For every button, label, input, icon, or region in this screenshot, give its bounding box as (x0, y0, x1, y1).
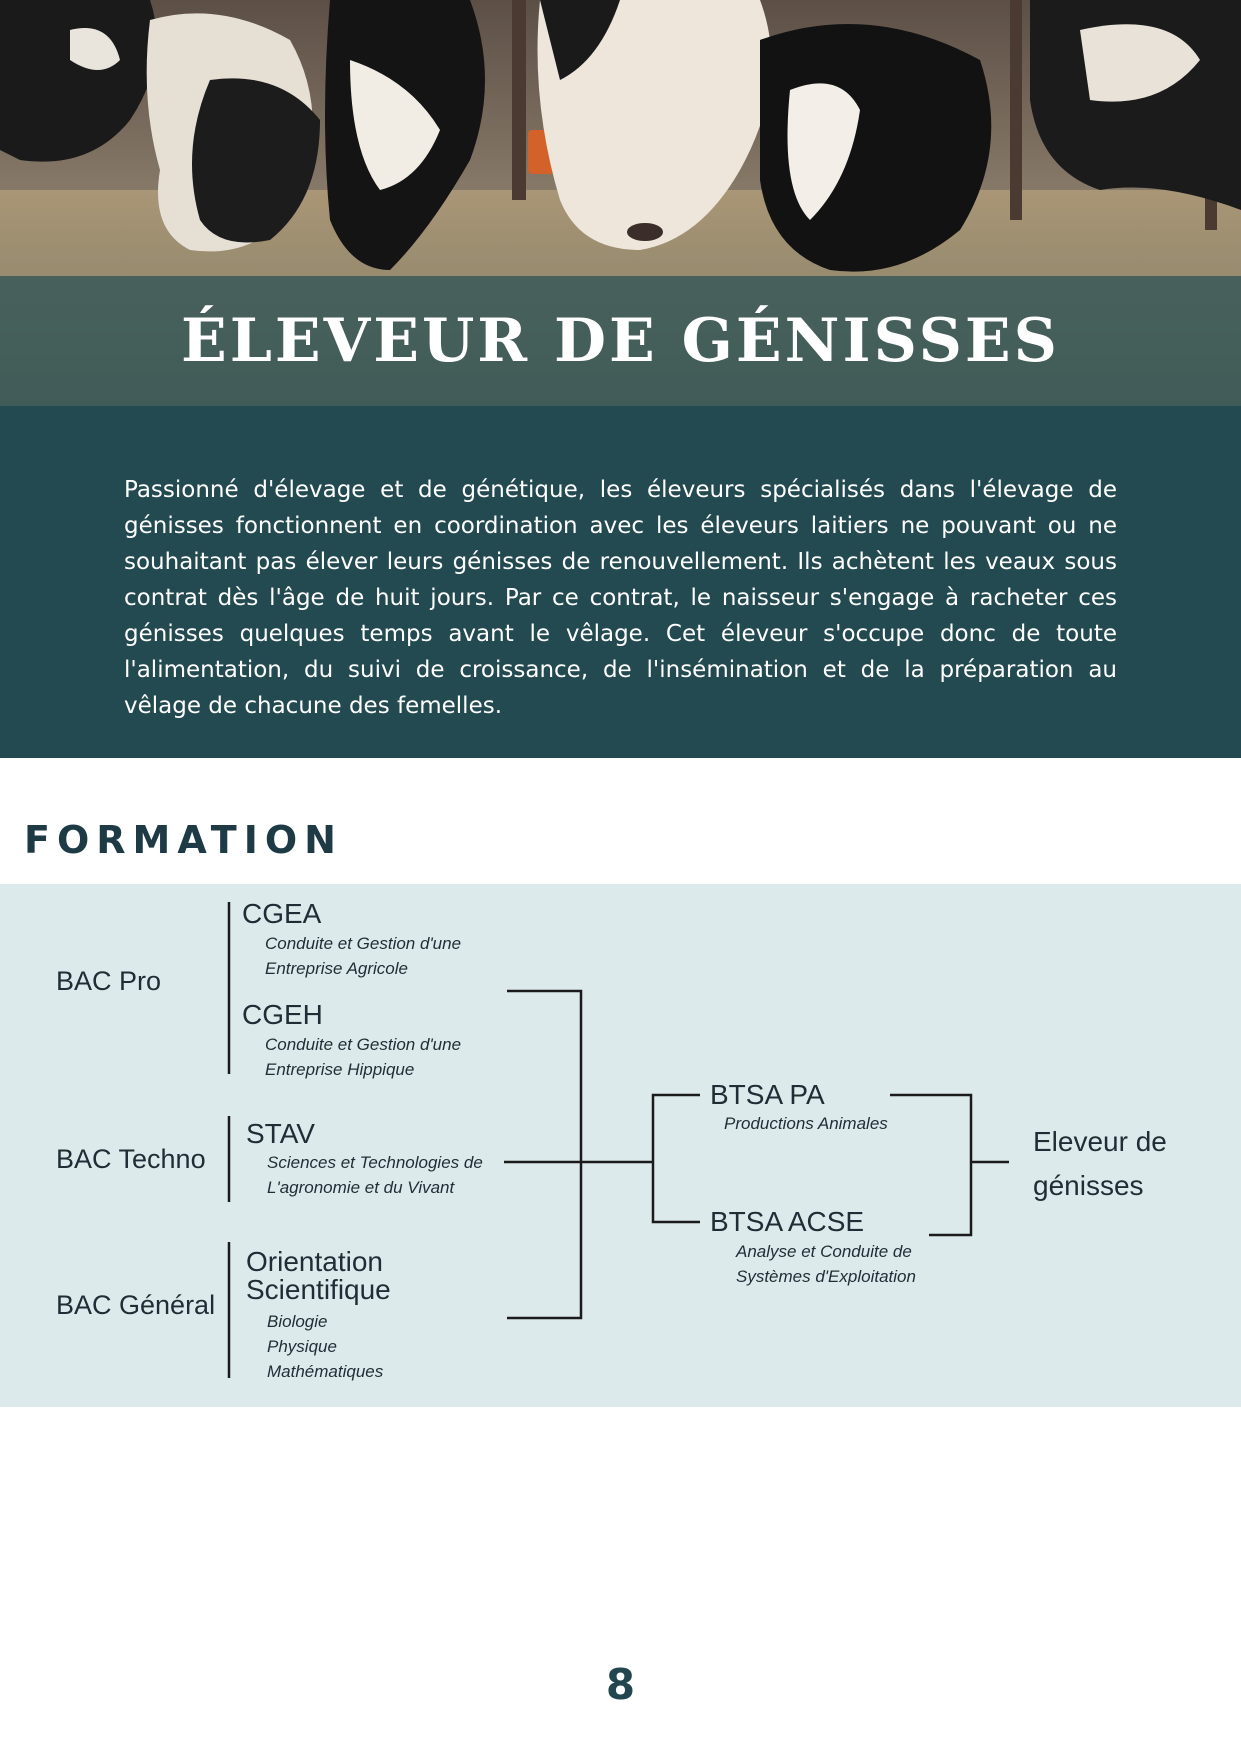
intro-section (0, 406, 1241, 758)
result-line: Eleveur de (1033, 1126, 1167, 1157)
program-cgeh-details (265, 1032, 461, 1082)
program-detail: Physique (267, 1337, 337, 1356)
page-number: 8 (605, 1660, 636, 1709)
btsa-pa: BTSA PA (710, 1079, 825, 1110)
btsa-acse-details (736, 1239, 916, 1289)
btsa-acse: BTSA ACSE (710, 1206, 865, 1237)
page-title: ÉLEVEUR DE GÉNISSES (181, 306, 1060, 376)
formation-heading: FORMATION (24, 818, 343, 862)
program-detail: Productions Animales (724, 1114, 888, 1133)
program-detail: Entreprise Agricole (265, 959, 408, 978)
program-name-line: Orientation (246, 1246, 383, 1277)
level-bac-techno: BAC Techno (56, 1144, 206, 1174)
result-line: génisses (1033, 1170, 1144, 1201)
bac-merge-bracket (507, 991, 581, 1318)
career-result (1033, 1120, 1167, 1208)
program-detail: Systèmes d'Exploitation (736, 1267, 916, 1286)
program-name-line: Scientifique (246, 1274, 391, 1305)
program-detail: Biologie (267, 1312, 328, 1331)
program-detail: Conduite et Gestion d'une (265, 1035, 462, 1054)
program-stav-details (267, 1150, 483, 1200)
btsa-pa-details (724, 1111, 888, 1136)
title-band (0, 276, 1241, 406)
level-bac-pro: BAC Pro (56, 966, 162, 996)
program-detail: L'agronomie et du Vivant (267, 1178, 455, 1197)
program-orientation-scientifique (246, 1248, 391, 1304)
level-bac-general: BAC Général (56, 1290, 216, 1320)
program-detail: Sciences et Technologies de (267, 1153, 483, 1172)
program-detail: Analyse et Conduite de (736, 1242, 912, 1261)
program-orientation-details (267, 1309, 383, 1384)
program-stav: STAV (246, 1118, 315, 1149)
btsa-fork (653, 1095, 700, 1222)
header-photo (0, 0, 1241, 406)
program-detail: Entreprise Hippique (265, 1060, 415, 1079)
program-cgea: CGEA (242, 898, 322, 929)
formation-diagram (0, 884, 1241, 1407)
program-cgeh: CGEH (242, 999, 323, 1030)
program-detail: Mathématiques (267, 1362, 384, 1381)
program-cgea-details (265, 931, 461, 981)
program-detail: Conduite et Gestion d'une (265, 934, 462, 953)
btsa-merge-bracket (890, 1095, 971, 1235)
intro-paragraph: Passionné d'élevage et de génétique, les éleveurs spécialisés dans l'élevage de génisses fonctionnent en coordination avec les éleveurs laitiers ne pouvant ou ne souhaitant pas élever leurs génisses de renouvellement. Ils achètent les veaux sous contrat dès l'âge de huit jours. Par ce contrat, le naisseur s'engage à racheter ces génisses quelques temps avant le vêlage. Cet éleveur s'occupe donc de toute l'alimentation, du suivi de croissance, de l'insémination et de la préparation au vêlage de chacune des femelles. (124, 477, 1117, 719)
